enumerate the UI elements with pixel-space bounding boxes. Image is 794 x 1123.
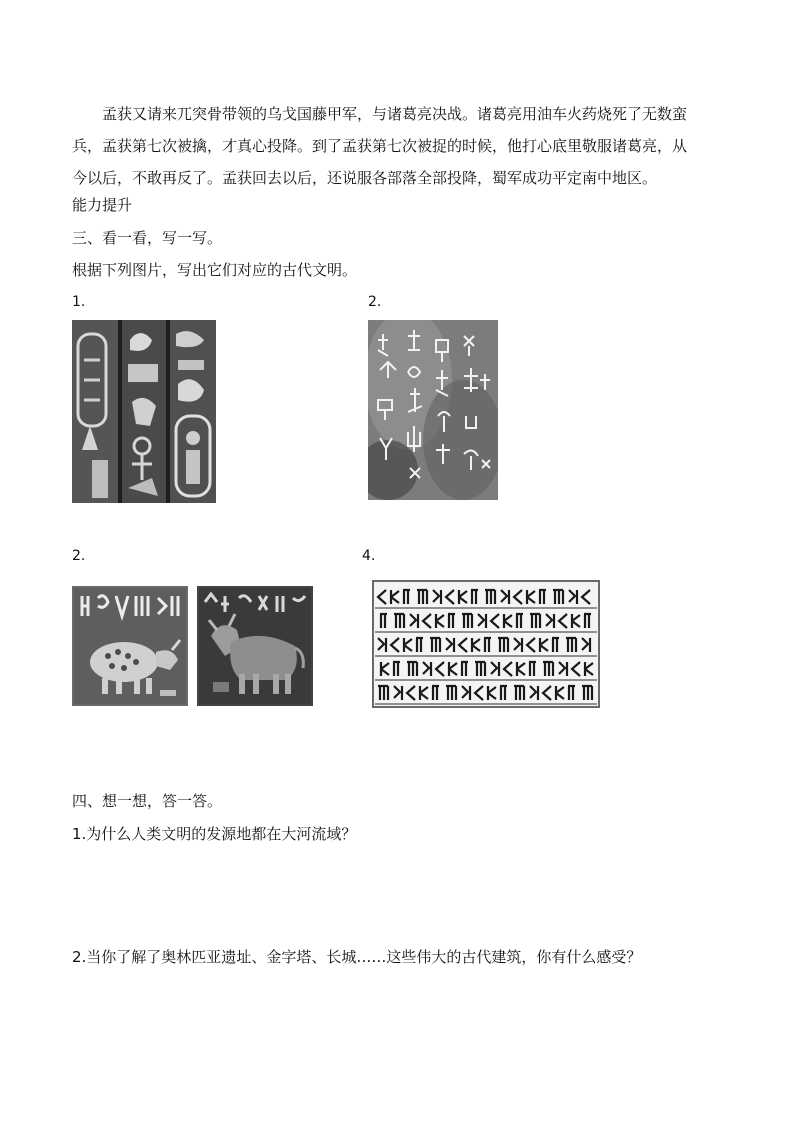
- story-line-1: 孟获又请来兀突骨带领的乌戈国藤甲军，与诸葛亮决战。诸葛亮用油车火药烧死了无数蛮: [102, 105, 688, 123]
- item-number-1: 1.: [72, 294, 86, 310]
- story-paragraph: [72, 98, 728, 194]
- item-number-3: 2.: [72, 548, 86, 564]
- question-1: 1.为什么人类文明的发源地都在大河流域？: [72, 825, 357, 843]
- section3-instruction: 根据下列图片，写出它们对应的古代文明。: [72, 261, 358, 279]
- cuneiform-tablet-image: [372, 580, 600, 708]
- indus-seal-bull-image: [197, 586, 313, 706]
- story-line-2: 兵，孟获第七次被擒，才真心投降。到了孟获第七次被捉的时候，他打心底里敬服诸葛亮，从: [72, 137, 688, 155]
- section4-title: 四、想一想，答一答。: [72, 792, 223, 810]
- item-number-2: 2.: [368, 294, 382, 310]
- oracle-bone-script-image: [368, 320, 498, 500]
- indus-seal-rhino-image: [72, 586, 188, 706]
- item-number-4: 4.: [362, 548, 376, 564]
- section-ability-heading: 能力提升: [72, 196, 133, 214]
- section3-title: 三、看一看，写一写。: [72, 229, 223, 247]
- egyptian-hieroglyphs-image: [72, 320, 216, 503]
- story-line-3: 今以后，不敢再反了。孟获回去以后，还说服各部落全部投降，蜀军成功平定南中地区。: [72, 169, 658, 187]
- question-2: 2.当你了解了奥林匹亚遗址、金字塔、长城……这些伟大的古代建筑，你有什么感受？: [72, 948, 642, 966]
